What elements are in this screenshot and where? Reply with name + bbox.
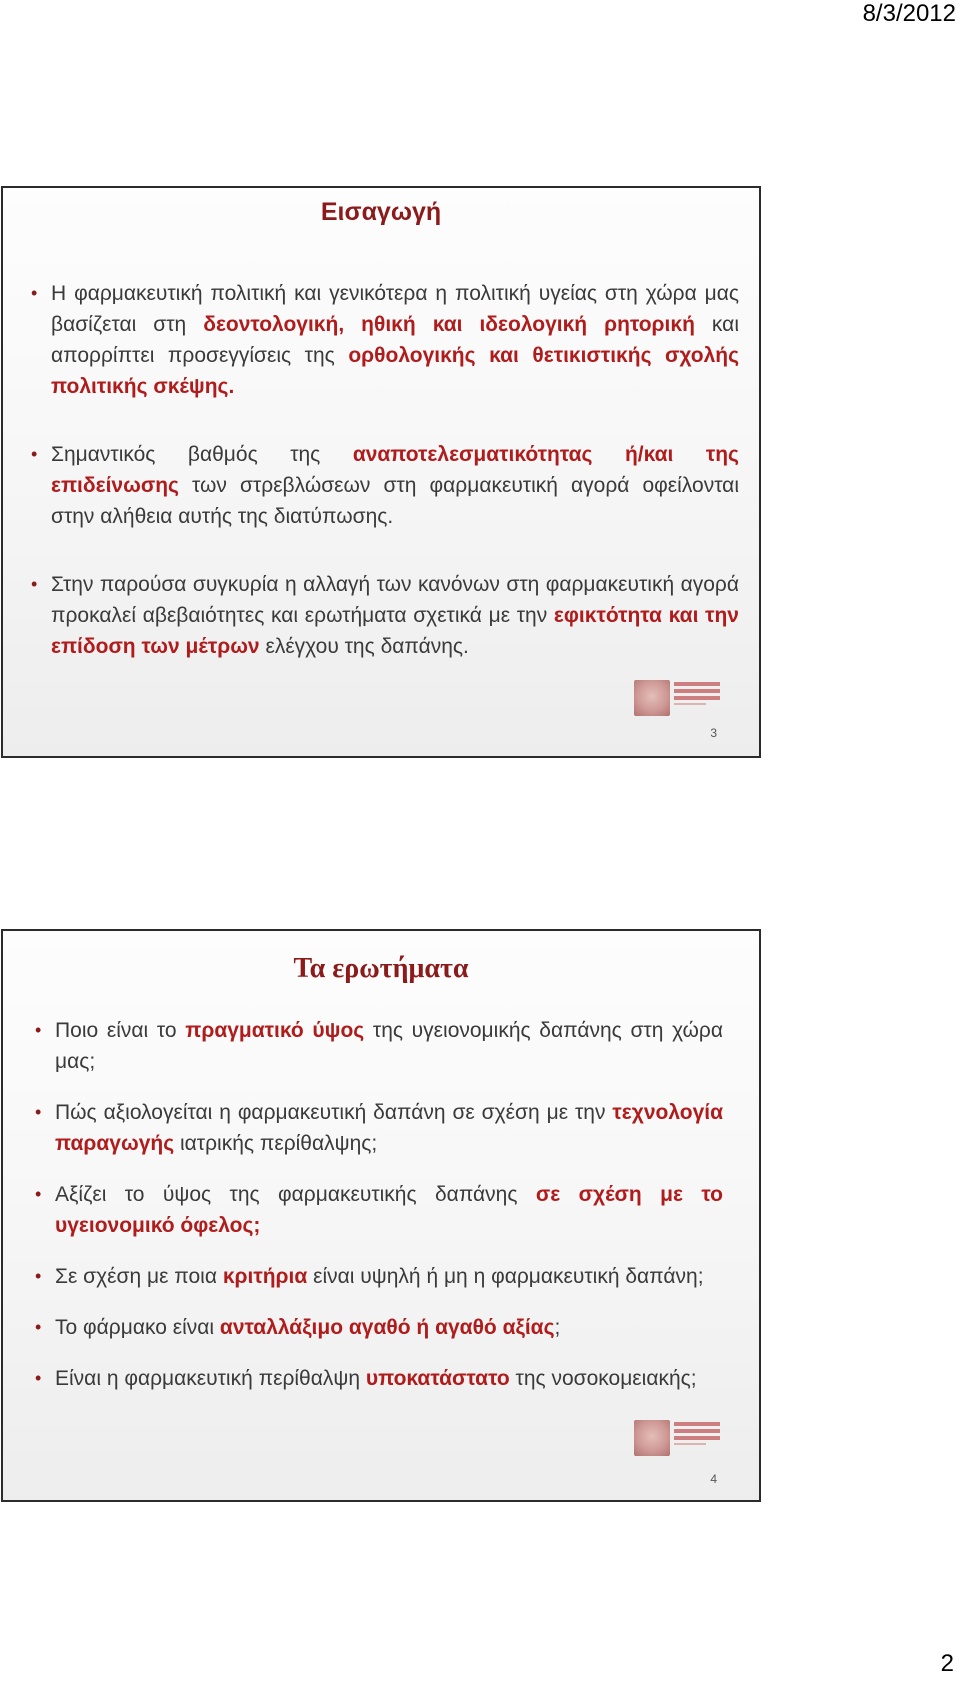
bullet-item xyxy=(55,1312,723,1343)
bullet-item xyxy=(51,569,739,662)
bullet-item xyxy=(51,278,739,402)
slide-questions xyxy=(1,929,761,1502)
highlighted-text: πραγματικό ύψος xyxy=(185,1019,365,1042)
highlighted-text: σε σχέση με το υγειονομικό όφελος; xyxy=(55,1183,723,1237)
slide-title: Τα ερωτήματα xyxy=(293,953,469,984)
bullet-item xyxy=(55,1015,723,1077)
highlighted-text: εφικτότητα και την επίδοση των μέτρων xyxy=(51,604,739,658)
logo-wordmark xyxy=(674,682,720,708)
highlighted-text: δεοντολογική, ηθική και ιδεολογική ρητορική xyxy=(203,313,695,336)
slide-introduction xyxy=(1,186,761,758)
bullet-list xyxy=(55,1015,723,1414)
bullet-text: της νοσοκομειακής; xyxy=(509,1367,697,1390)
school-logo-icon xyxy=(634,680,720,716)
bullet-text: ; xyxy=(554,1316,561,1339)
seal-icon xyxy=(634,1420,670,1456)
bullet-text: Σε σχέση με ποια xyxy=(55,1265,223,1288)
seal-icon xyxy=(634,680,670,716)
page-number: 2 xyxy=(940,1650,954,1677)
bullet-list xyxy=(51,278,739,699)
bullet-text: Αξίζει το ύψος της φαρμακευτικής δαπάνης xyxy=(55,1183,536,1206)
bullet-text: της υγειονομικής δαπάνης στη χώρα μας; xyxy=(55,1019,724,1073)
highlighted-text: ανταλλάξιμο αγαθό ή αγαθό αξίας xyxy=(219,1316,555,1339)
highlighted-text: ορθολογικής και θετικιστικής σχολής πολιτικής σκέψης. xyxy=(51,344,739,398)
bullet-item xyxy=(55,1363,723,1394)
bullet-text: και απορρίπτει προσεγγίσεις της xyxy=(51,313,739,367)
slide-number: 4 xyxy=(710,1472,717,1486)
bullet-text: Ποιο είναι το xyxy=(55,1019,186,1042)
bullet-text: Στην παρούσα συγκυρία η αλλαγή των κανόνων στη φαρμακευτική αγορά προκαλεί αβεβαιότητες και ερωτήματα σχετικά με την xyxy=(51,573,739,627)
bullet-text: των στρεβλώσεων στη φαρμακευτική αγορά οφείλονται στην αλήθεια αυτής της διατύπωσης. xyxy=(51,474,739,528)
bullet-text: Πώς αξιολογείται η φαρμακευτική δαπάνη σε σχέση με την xyxy=(55,1101,613,1124)
bullet-item xyxy=(55,1179,723,1241)
bullet-text: είναι υψηλή ή μη η φαρμακευτική δαπάνη; xyxy=(307,1265,704,1288)
bullet-text: ελέγχου της δαπάνης. xyxy=(259,635,469,658)
slide-number: 3 xyxy=(710,726,717,740)
highlighted-text: κριτήρια xyxy=(222,1265,308,1288)
bullet-text: Σημαντικός βαθμός της xyxy=(51,443,353,466)
bullet-text: ιατρικής περίθαλψης; xyxy=(174,1132,378,1155)
page-date: 8/3/2012 xyxy=(862,0,956,27)
bullet-text: Το φάρμακο είναι xyxy=(55,1316,220,1339)
bullet-text: Είναι η φαρμακευτική περίθαλψη xyxy=(55,1367,366,1390)
school-logo-icon xyxy=(634,1420,720,1456)
logo-wordmark xyxy=(674,1422,720,1448)
bullet-text: Η φαρμακευτική πολιτική και γενικότερα η πολιτική υγείας στη χώρα μας βασίζεται στη xyxy=(51,282,739,336)
slide-title: Εισαγωγή xyxy=(320,198,442,226)
bullet-item xyxy=(55,1097,723,1159)
bullet-item xyxy=(51,439,739,532)
highlighted-text: αναποτελεσματικότητας ή/και της επιδείνωσης xyxy=(51,443,739,497)
bullet-item xyxy=(55,1261,723,1292)
highlighted-text: υποκατάστατο xyxy=(365,1367,510,1390)
highlighted-text: τεχνολογία παραγωγής xyxy=(55,1101,723,1155)
